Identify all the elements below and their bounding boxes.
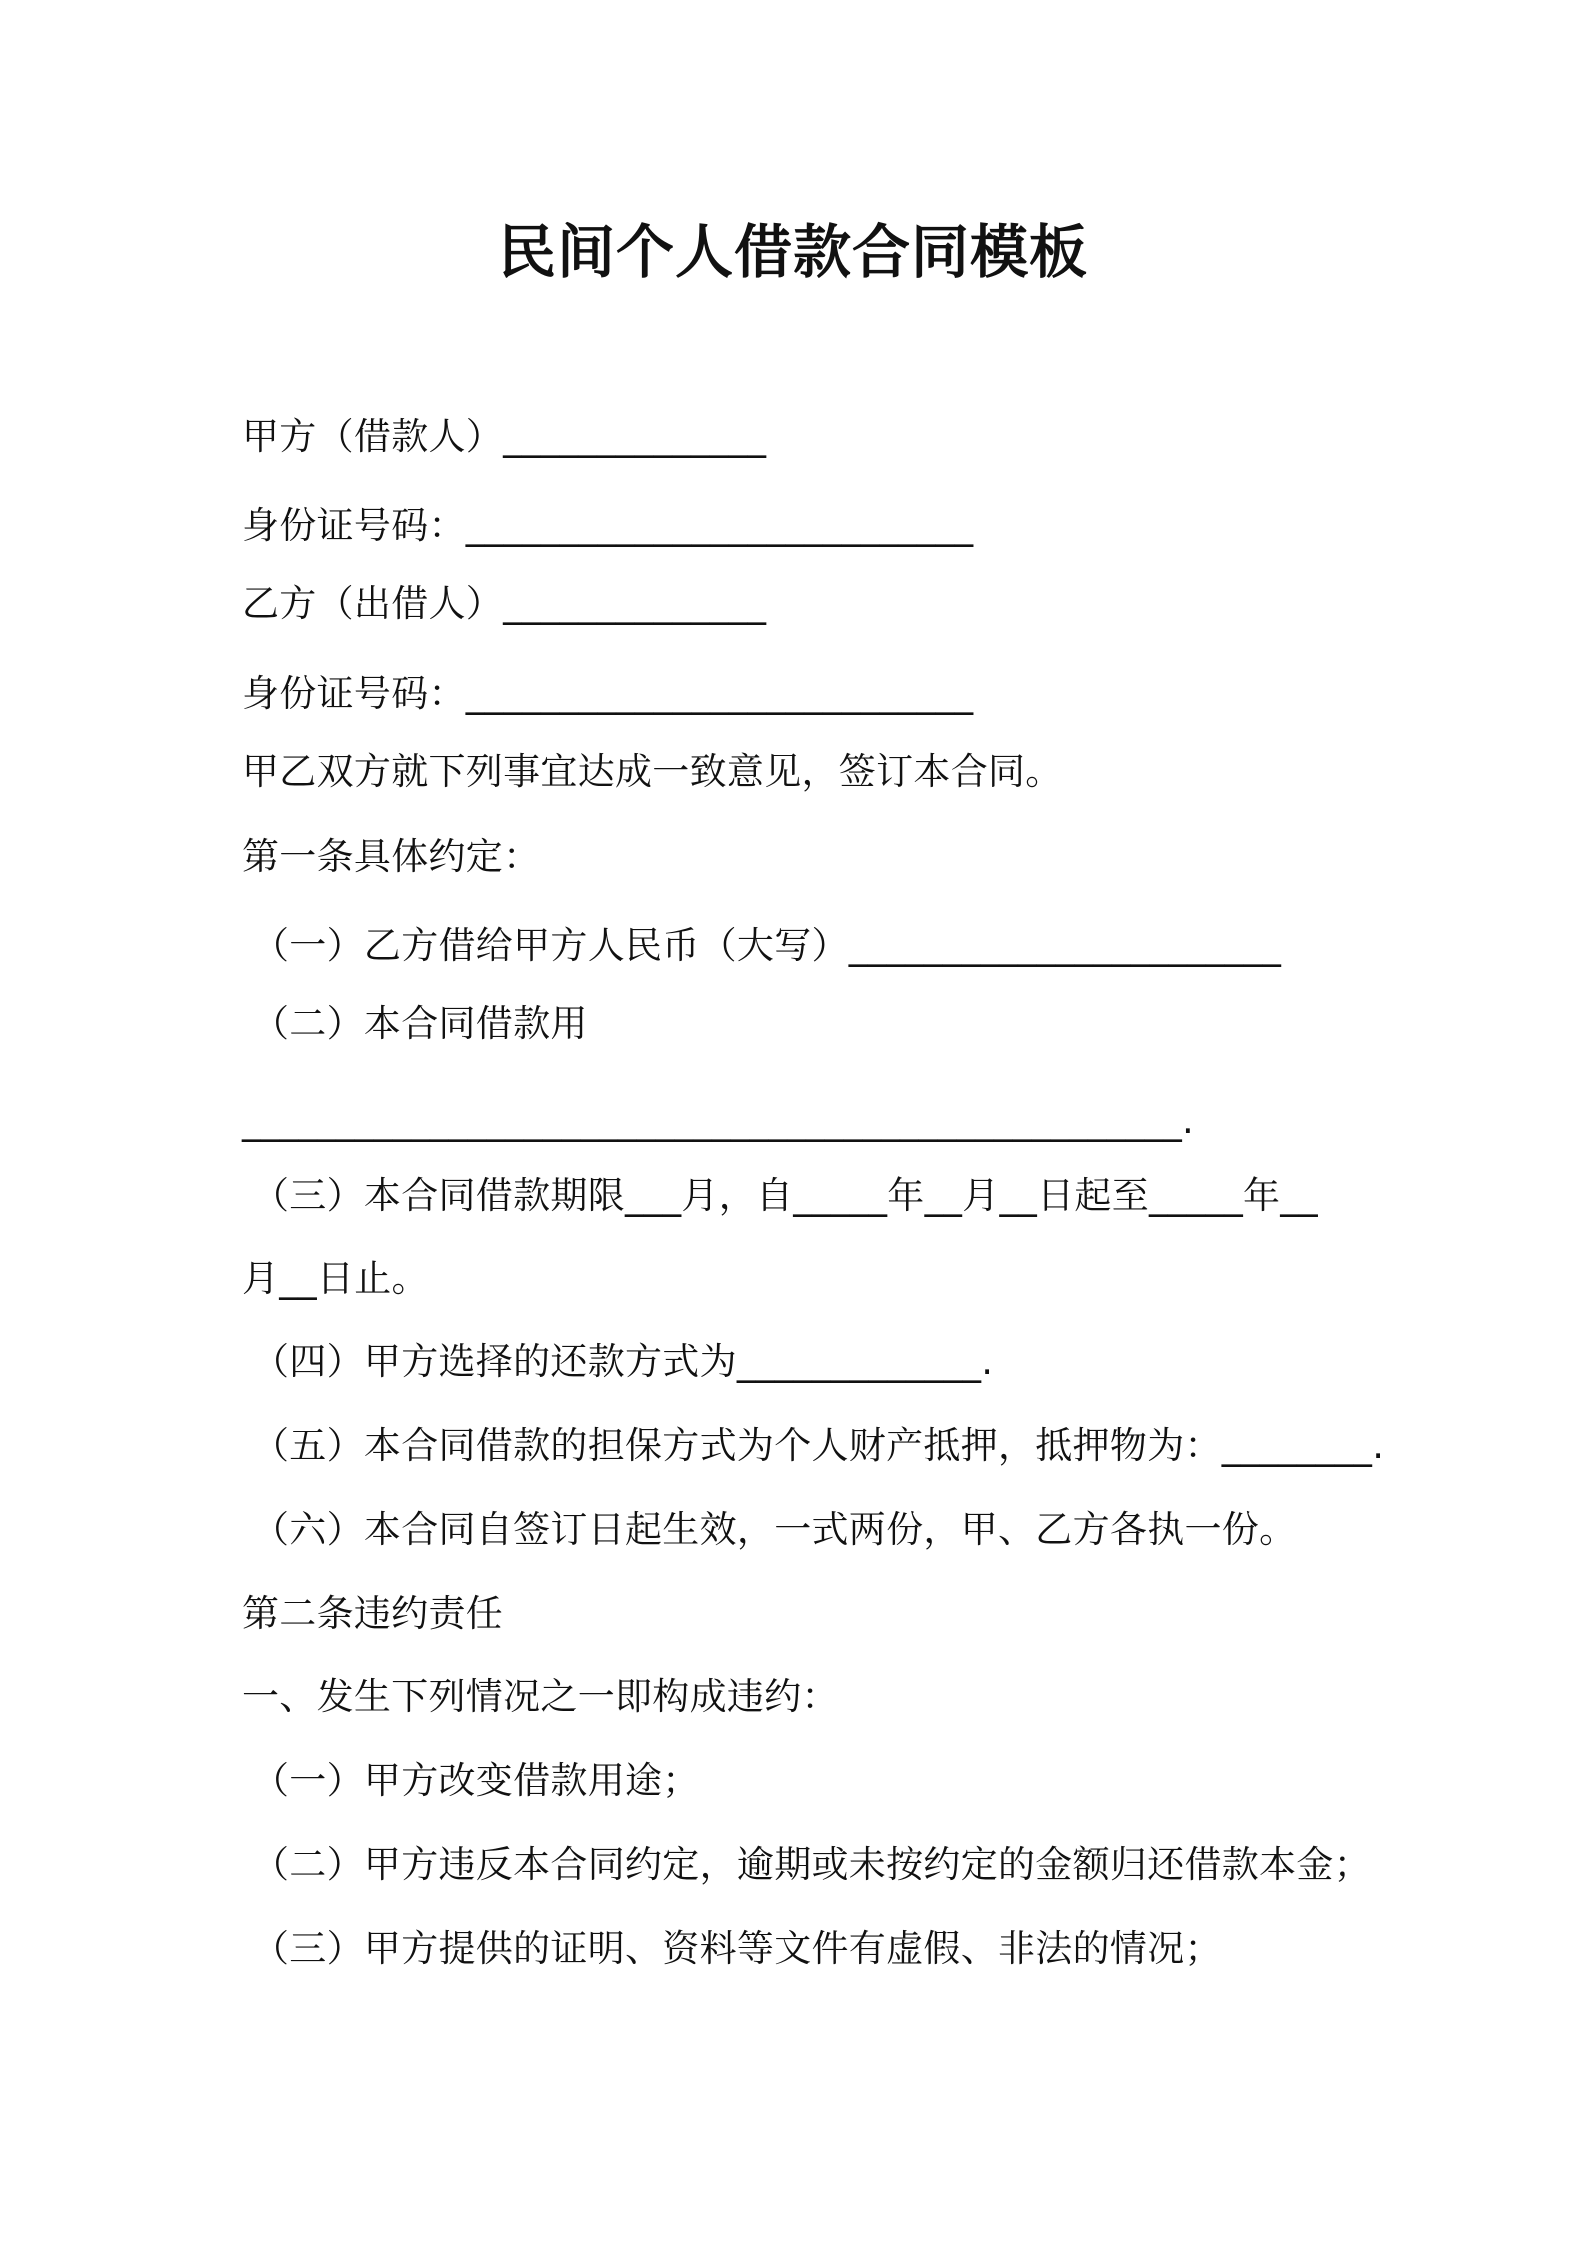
agreement-preamble: 甲乙双方就下列事宜达成一致意见，签订本合同。	[242, 750, 1063, 793]
article-1-clause-1-loan-amount: （一）乙方借给甲方人民币（大写）_______________________	[252, 924, 1282, 967]
document-title: 民间个人借款合同模板	[497, 218, 1088, 286]
party-b-lender-line: 乙方（出借人）______________	[242, 582, 767, 625]
party-a-borrower-line: 甲方（借款人）______________	[242, 415, 767, 458]
loan-term-continuation: 月__日止。	[242, 1257, 429, 1300]
breach-conditions-intro: 一、发生下列情况之一即构成违约：	[242, 1675, 839, 1718]
article-1-clause-5-guarantee: （五）本合同借款的担保方式为个人财产抵押，抵押物为：________.	[252, 1424, 1385, 1467]
party-a-id-number-line: 身份证号码：___________________________	[242, 504, 974, 547]
article-1-heading: 第一条具体约定：	[242, 835, 541, 878]
article-2-heading: 第二条违约责任	[242, 1592, 504, 1635]
loan-purpose-blank-line: __________________________________________________.	[242, 1099, 1195, 1142]
party-b-id-number-line: 身份证号码：___________________________	[242, 672, 974, 715]
breach-item-2: （二）甲方违反本合同约定，逾期或未按约定的金额归还借款本金；	[252, 1843, 1371, 1886]
article-1-clause-3-loan-term: （三）本合同借款期限___月，自_____年__月__日起至_____年__	[252, 1174, 1318, 1217]
article-1-clause-6-effectiveness: （六）本合同自签订日起生效，一式两份，甲、乙方各执一份。	[252, 1508, 1297, 1551]
breach-item-1: （一）甲方改变借款用途；	[252, 1759, 700, 1802]
article-1-clause-4-repayment-method: （四）甲方选择的还款方式为_____________.	[252, 1340, 994, 1383]
article-1-clause-2-loan-purpose: （二）本合同借款用	[252, 1002, 588, 1045]
breach-item-3: （三）甲方提供的证明、资料等文件有虚假、非法的情况；	[252, 1927, 1222, 1970]
